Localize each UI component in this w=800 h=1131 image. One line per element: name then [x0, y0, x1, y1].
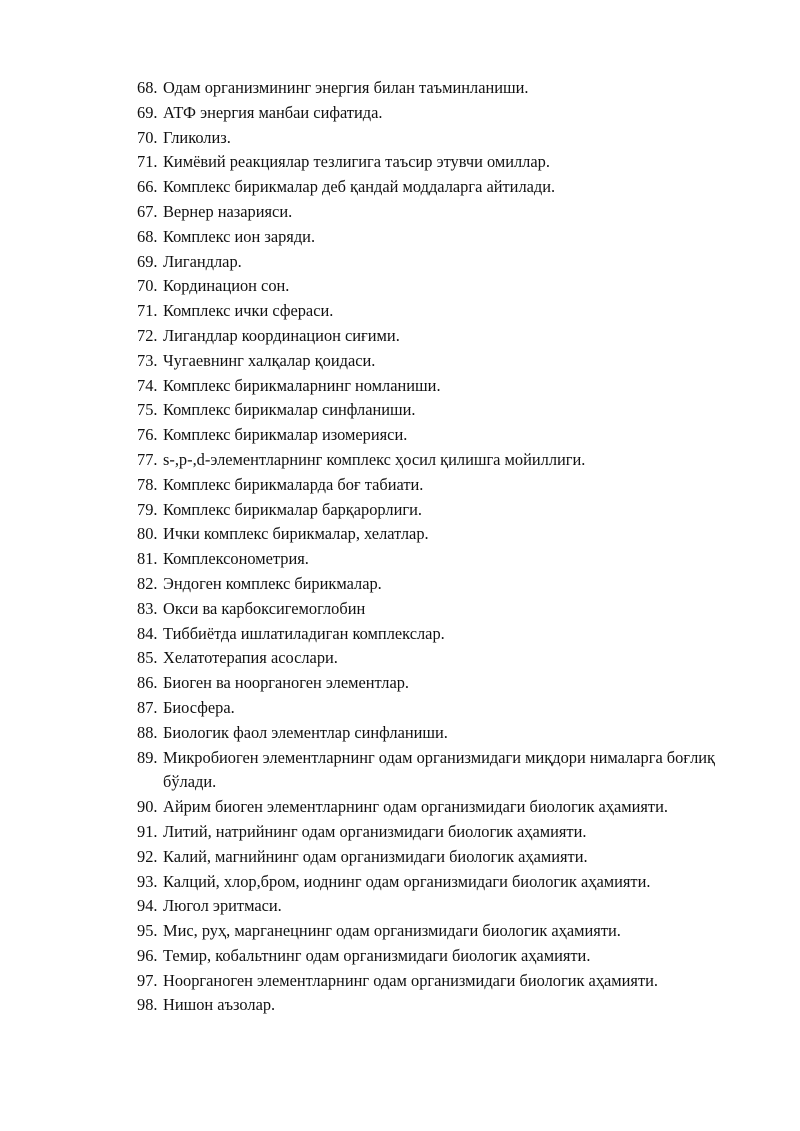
item-number: 71. — [137, 301, 158, 321]
list-item — [137, 646, 752, 671]
item-text: Комплекс ион заряди. — [163, 226, 316, 246]
item-text: Ноорганоген элементларнинг одам организмидаги биологик аҳамияти. — [163, 970, 658, 990]
item-number: 81. — [137, 549, 158, 569]
item-text: Эндоген комплекс бирикмалар. — [163, 573, 382, 593]
list-item — [137, 969, 752, 994]
list-item — [137, 671, 752, 696]
item-text: Комплекс бирикмалар деб қандай моддаларга айтилади. — [163, 177, 556, 197]
list-item — [137, 200, 752, 225]
item-text: Биологик фаол элементлар синфланиши. — [163, 722, 448, 742]
list-item — [137, 126, 752, 151]
list-item — [137, 547, 752, 572]
list-item — [137, 324, 752, 349]
item-text: Литий, натрийнинг одам организмидаги биологик аҳамияти. — [163, 821, 587, 841]
list-item — [137, 795, 752, 820]
list-item — [137, 374, 752, 399]
item-text: Лигандлар координацион сиғими. — [163, 325, 400, 345]
list-item — [137, 274, 752, 299]
item-text: Тиббиётда ишлатиладиган комплекслар. — [163, 623, 445, 643]
item-text: Кимёвий реакциялар тезлигига таъсир этувчи омиллар. — [163, 152, 550, 172]
list-item — [137, 894, 752, 919]
item-number: 74. — [137, 375, 158, 395]
item-number: 79. — [137, 499, 158, 519]
item-text: Комплекс бирикмаларнинг номланиши. — [163, 375, 441, 395]
question-list — [137, 76, 752, 1018]
item-text: Биоген ва ноорганоген элементлар. — [163, 673, 410, 693]
item-text: Комплексонометрия. — [163, 549, 309, 569]
item-text: Окси ва карбоксигемоглобин — [163, 598, 366, 618]
item-number: 70. — [137, 276, 158, 296]
item-text: Калий, магнийнинг одам организмидаги биологик аҳамияти. — [163, 846, 588, 866]
item-text: Мис, руҳ, марганецнинг одам организмидаги биологик аҳамияти. — [163, 921, 621, 941]
item-number: 78. — [137, 474, 158, 494]
list-item — [137, 870, 752, 895]
item-text: Айрим биоген элементларнинг одам организмидаги биологик аҳамияти. — [163, 797, 668, 817]
item-text: АТФ энергия манбаи сифатида. — [163, 102, 383, 122]
item-text: Комплекс бирикмалар барқарорлиги. — [163, 499, 422, 519]
item-number: 70. — [137, 127, 158, 147]
item-text: Комплекс бирикмаларда боғ табиати. — [163, 474, 424, 494]
list-item — [137, 746, 752, 796]
list-item — [137, 250, 752, 275]
list-item — [137, 944, 752, 969]
item-number: 90. — [137, 797, 158, 817]
list-item — [137, 225, 752, 250]
item-number: 67. — [137, 201, 158, 221]
list-item — [137, 76, 752, 101]
item-number: 86. — [137, 673, 158, 693]
list-item — [137, 622, 752, 647]
item-text: Кординацион сон. — [163, 276, 290, 296]
item-text: Люгол эритмаси. — [163, 896, 282, 916]
item-number: 92. — [137, 846, 158, 866]
item-text: Нишон аъзолар. — [163, 995, 276, 1015]
item-text: Чугаевнинг халқалар қоидаси. — [163, 350, 376, 370]
item-number: 76. — [137, 425, 158, 445]
item-text: Комплекс бирикмалар изомерияси. — [163, 425, 408, 445]
list-item — [137, 721, 752, 746]
item-number: 87. — [137, 697, 158, 717]
list-item — [137, 473, 752, 498]
list-item — [137, 101, 752, 126]
item-number: 95. — [137, 921, 158, 941]
item-text: s-,p-,d-элементларнинг комплекс ҳосил қилишга мойиллиги. — [163, 449, 586, 469]
item-number: 80. — [137, 524, 158, 544]
item-text: Биосфера. — [163, 697, 235, 717]
list-item — [137, 448, 752, 473]
list-item — [137, 498, 752, 523]
item-number: 72. — [137, 325, 158, 345]
list-item — [137, 572, 752, 597]
item-number: 69. — [137, 102, 158, 122]
list-item — [137, 423, 752, 448]
item-number: 77. — [137, 449, 158, 469]
item-number: 68. — [137, 226, 158, 246]
item-text: Гликолиз. — [163, 127, 231, 147]
item-number: 96. — [137, 945, 158, 965]
list-item — [137, 919, 752, 944]
list-item — [137, 696, 752, 721]
item-text: Ички комплекс бирикмалар, хелатлар. — [163, 524, 429, 544]
list-item — [137, 522, 752, 547]
item-text: Хелатотерапия асослари. — [163, 648, 338, 668]
item-number: 66. — [137, 177, 158, 197]
item-text: Калций, хлор,бром, иоднинг одам организмидаги биологик аҳамияти. — [163, 871, 651, 891]
item-text: Вернер назарияси. — [163, 201, 293, 221]
list-item — [137, 398, 752, 423]
item-text: Комплекс ички сфераси. — [163, 301, 334, 321]
item-text: Лигандлар. — [163, 251, 242, 271]
list-item — [137, 175, 752, 200]
item-text: Комплекс бирикмалар синфланиши. — [163, 400, 416, 420]
item-number: 89. — [137, 747, 158, 767]
item-number: 82. — [137, 573, 158, 593]
list-item — [137, 299, 752, 324]
item-number: 73. — [137, 350, 158, 370]
item-number: 83. — [137, 598, 158, 618]
list-item — [137, 845, 752, 870]
item-number: 69. — [137, 251, 158, 271]
item-number: 97. — [137, 970, 158, 990]
list-item — [137, 349, 752, 374]
item-number: 75. — [137, 400, 158, 420]
list-item — [137, 597, 752, 622]
item-text: Одам организмининг энергия билан таъминланиши. — [163, 78, 529, 97]
list-item — [137, 993, 752, 1018]
item-text: Темир, кобальтнинг одам организмидаги биологик аҳамияти. — [163, 945, 591, 965]
item-text: Микробиоген элементларнинг одам организмидаги миқдори нималарга боғлиқ бўлади. — [163, 747, 715, 792]
item-number: 85. — [137, 648, 158, 668]
item-number: 68. — [137, 78, 158, 97]
item-number: 71. — [137, 152, 158, 172]
list-item — [137, 820, 752, 845]
item-number: 93. — [137, 871, 158, 891]
item-number: 94. — [137, 896, 158, 916]
item-number: 91. — [137, 821, 158, 841]
list-item — [137, 150, 752, 175]
item-number: 84. — [137, 623, 158, 643]
item-number: 98. — [137, 995, 158, 1015]
item-number: 88. — [137, 722, 158, 742]
